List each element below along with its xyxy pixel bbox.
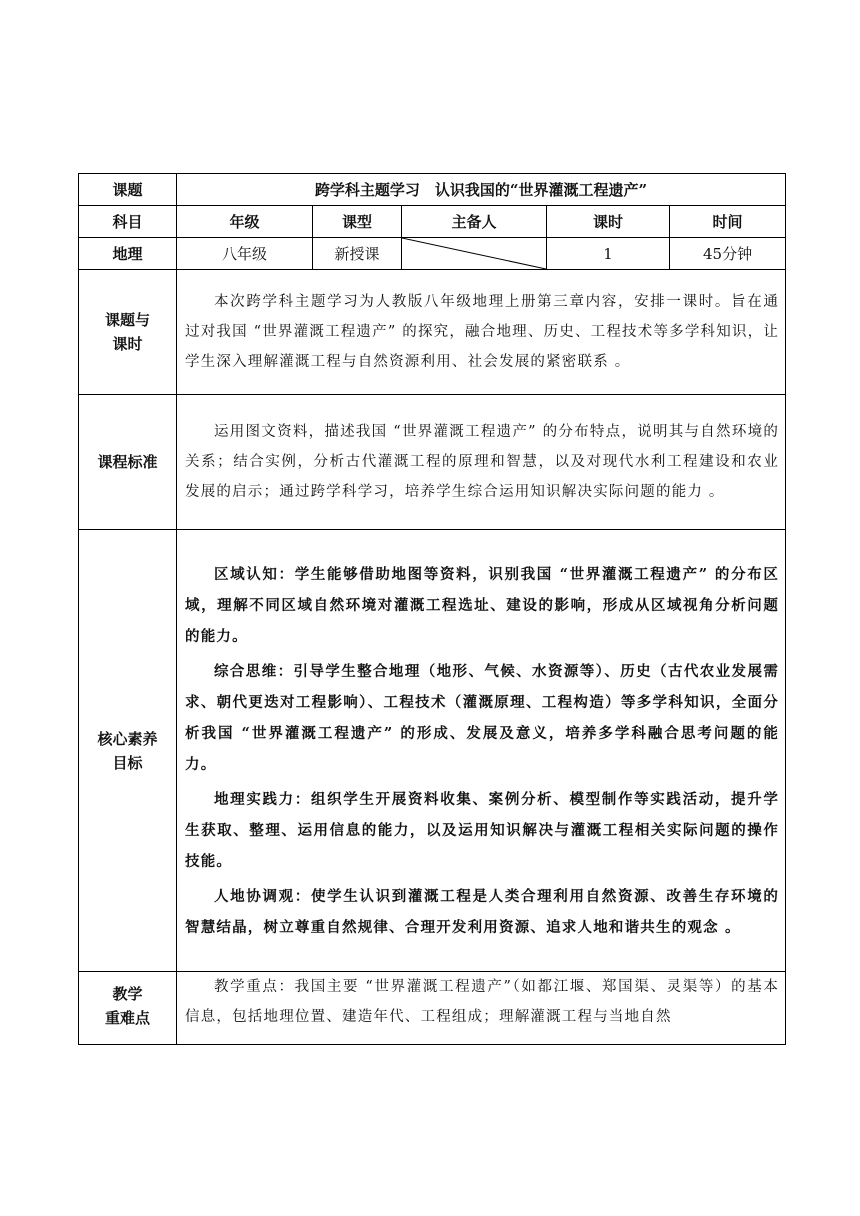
standard-text: 运用图文资料，描述我国 “世界灌溉工程遗产” 的分布特点，说明其与自然环境的关系；结合实例，分析古代灌溉工程的原理和智慧，以及对现代水利工程建设和农业发展的启示；通过跨学科学习，培养学生综合运用知识解决实际问题的能力 。: [185, 424, 780, 500]
key-points-label-line1: 教学: [112, 985, 143, 1003]
topic-row: [79, 174, 786, 206]
topic-period-row: [79, 270, 786, 395]
topic-value: 跨学科主题学习 认识我国的“世界灌溉工程遗产”: [177, 174, 786, 206]
header-lesson-type: 课型: [313, 206, 402, 238]
info-subject: 地理: [79, 238, 177, 270]
core-label: [79, 530, 177, 972]
header-time: 时间: [670, 206, 786, 238]
core-cell: [177, 530, 786, 972]
topic-label: 课题: [79, 174, 177, 206]
key-points-text: 教学重点：我国主要 “世界灌溉工程遗产”（如都江堰、郑国渠、灵渠等）的基本信息，包括地理位置、建造年代、工程组成；理解灌溉工程与当地自然: [185, 979, 780, 1025]
topic-period-text: 本次跨学科主题学习为人教版八年级地理上册第三章内容，安排一课时。旨在通过对我国 “世界灌溉工程遗产” 的探究，融合地理、历史、工程技术等多学科知识，让学生深入理解灌溉工程与自然资源利用、社会发展的紧密联系 。: [185, 294, 780, 370]
diagonal-line: [402, 238, 546, 269]
core-item-regional: 区域认知：学生能够借助地图等资料，识别我国 “世界灌溉工程遗产” 的分布区域，理解不同区域自然环境对灌溉工程选址、建设的影响，形成从区域视角分析问题的能力。: [185, 565, 780, 645]
info-grade: 八年级: [177, 238, 313, 270]
topic-period-label: [79, 270, 177, 395]
topic-period-cell: [177, 270, 786, 395]
core-label-line2: 目标: [112, 753, 143, 772]
core-label-line1: 核心素养: [97, 729, 158, 748]
key-points-cell: [177, 972, 786, 1045]
info-time: 45分钟: [670, 238, 786, 270]
info-preparer-empty: [402, 238, 547, 270]
standard-cell: [177, 395, 786, 530]
key-points-row: [79, 972, 786, 1045]
core-item-synthesis: 综合思维：引导学生整合地理（地形、气候、水资源等）、历史（古代农业发展需求、朝代更迭对工程影响）、工程技术（灌溉原理、工程构造）等多学科知识，全面分析我国 “世界灌溉工程遗产” 的形成、发展及意义，培养多学科融合思考问题的能力。: [185, 662, 780, 773]
header-subject: 科目: [79, 206, 177, 238]
standard-label: 课程标准: [79, 395, 177, 530]
core-row: [79, 530, 786, 972]
key-points-label: [79, 972, 177, 1045]
lesson-plan-table: [78, 173, 786, 1045]
header-periods: 课时: [547, 206, 670, 238]
topic-period-label-line2: 课时: [112, 335, 143, 353]
topic-period-label-line1: 课题与: [104, 311, 150, 329]
info-row: [79, 238, 786, 270]
header-preparer: 主备人: [402, 206, 547, 238]
header-row: [79, 206, 786, 238]
core-item-harmony: 人地协调观：使学生认识到灌溉工程是人类合理利用自然资源、改善生存环境的智慧结晶，树立尊重自然规律、合理开发利用资源、追求人地和谐共生的观念 。: [185, 887, 780, 936]
core-item-practice: 地理实践力：组织学生开展资料收集、案例分析、模型制作等实践活动，提升学生获取、整理、运用信息的能力，以及运用知识解决与灌溉工程相关实际问题的操作技能。: [185, 790, 780, 870]
info-periods: 1: [547, 238, 670, 270]
key-points-label-line2: 重难点: [104, 1009, 150, 1027]
header-grade: 年级: [177, 206, 313, 238]
info-lesson-type: 新授课: [313, 238, 402, 270]
standard-row: [79, 395, 786, 530]
